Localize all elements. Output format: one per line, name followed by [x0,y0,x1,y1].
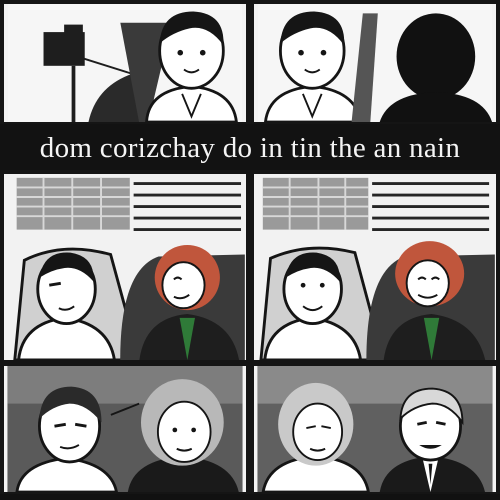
panel-middle-right [250,170,500,364]
panel-middle-left-art [4,174,246,360]
panel-top-left [0,0,250,126]
panel-top-right-art [254,4,496,122]
caption-text: dom corizchay do in tin the an nain [39,132,461,164]
panel-bottom-left-art [4,366,246,492]
bottom-border [0,494,500,500]
panel-bottom-right [250,362,500,496]
panel-top-right [250,0,500,126]
panel-bottom-right-art [254,366,496,492]
panel-middle-right-art [254,174,496,360]
panel-top-left-art [4,4,246,122]
panel-bottom-left [0,362,250,496]
panel-middle-left [0,170,250,364]
